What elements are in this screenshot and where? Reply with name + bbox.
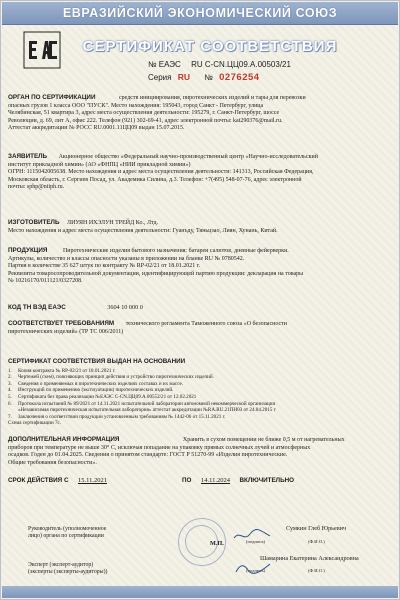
registration-line [148,60,291,69]
applicant-line1: Акционерное общество «Федеральный научно-производственный центр «Научно-исследовательский [58,154,318,160]
conformity-line1: технического регламента Таможенного союза «О безопасности [125,321,287,327]
footer-band [2,586,398,598]
additional-line3: осадков. Годен до 01.04.2025. Сведения о принятом стандарте: ГОСТ Р 51270-99 «Изделия пиротехнические. [8,452,288,459]
basis-item-number: 7. [8,413,12,420]
product-line4: Реквизиты товаросопроводительной документации, идентифицирующей партию продукции: декларация на товары [8,270,304,277]
code-value: 3604 10 000 0 [107,304,143,311]
registration-number: RU С-CN.ЦЦ09.А.00503/21 [191,60,291,69]
basis-item-number: 1. [8,367,12,374]
series-label: Серия [148,73,172,82]
round-stamp-mark [178,518,226,566]
additional-line2: приборов при температуре не выше 30° С, исключая попадание на упаковку прямых солнечных лучей и атмосферных [8,444,311,451]
applicant-line4: Московская область, г. Сергиев Посад, ул. Академика Силина, д.3. Телефон: +7(495) 548-07-76, адрес электронной [8,176,302,183]
basis-item-text: Протокола испытаний № 89/2021 от 14.11.2021 испытательной лаборатории автономной некоммерческой организации [18,400,276,407]
head-title-line1: Руководитель (уполномоченное [28,526,107,532]
head-caption-fio: (Ф.И.О.) [308,539,325,544]
basis-list-item [8,393,392,401]
basis-item-text: «Независимая пиротехническая испытательная лаборатория» аттестат аккредитации №RA.RU.21ПН03 от 24.04.2015 г [18,407,276,414]
basis-item-text: Сведения о применяемых в пиротехнических изделиях составах и их массе. [18,380,183,387]
additional-line1: Хранить в сухом помещении не ближе 0,5 м от нагревательных [182,437,345,443]
series-number: 0276254 [219,72,260,83]
expert-signature-mark [234,560,272,576]
expert-caption-sign: (подпись) [246,568,266,573]
expert-name: Шамарина Екатерина Александровна [260,555,359,562]
head-name: Сумкин Глеб Юрьевич [286,525,347,532]
applicant-section [8,153,392,192]
product-line1: Пиротехнические изделия бытового назначения: батареи салютов, дневные фейерверки. [62,248,289,254]
series-line [148,72,260,83]
head-caption-sign: (подпись) [246,539,266,544]
manufacturer-line2: Место нахождения и адрес места осуществления деятельности: Гуанъду, Тяньцзао, Лиян, Хунань, Китай. [8,227,278,234]
manufacturer-label: ИЗГОТОВИТЕЛЬ [8,219,60,226]
basis-item-text: Чертежей (схем), поясняющих принцип действия и устройство пиротехнических изделий. [18,374,214,381]
basis-item-number: 3. [8,380,12,387]
basis-label: СЕРТИФИКАТ СООТВЕТСТВИЯ ВЫДАН НА ОСНОВАНИИ [8,358,186,365]
organ-line5: Аттестат аккредитации № РОСС RU.0001.11ЦЦ09 выдан 15.07.2015. [8,125,185,132]
series-value: RU [177,72,190,82]
eac-logo [22,30,62,70]
organ-label: ОРГАН ПО СЕРТИФИКАЦИИ [8,94,96,101]
code-section [8,304,392,313]
basis-item-number: 5. [8,393,12,400]
valid-to-label: ПО [182,477,192,484]
basis-item-text: Инструкций по применению (эксплуатации) пиротехнических изделий. [18,387,174,394]
basis-list-item [18,407,392,414]
basis-item-number: 2. [8,374,12,381]
additional-section [8,436,392,467]
basis-item-text: Копия контракта № RP-02/21 от 18.01.2021 г. [18,367,116,374]
basis-item-number: 4. [8,387,12,394]
valid-from-label: СРОК ДЕЙСТВИЯ С [8,477,69,484]
product-line2: Артикулы, количество и классы опасности указаны в приложении на бланке RU № 0780542. [8,255,245,262]
applicant-line5: почты: sphp@niiph.ru. [8,184,65,191]
basis-item-number: 6. [8,400,12,407]
applicant-label: ЗАЯВИТЕЛЬ [8,153,48,160]
union-title: ЕВРАЗИЙСКИЙ ЭКОНОМИЧЕСКИЙ СОЮЗ [62,6,338,20]
stamp-place-label: М.П. [210,540,224,547]
basis-section [8,358,392,428]
basis-list-item [8,413,392,421]
basis-list-item [8,374,392,381]
inclusive-label: ВКЛЮЧИТЕЛЬНО [239,477,295,484]
conformity-line2: пиротехнических изделий» (ТР ТС 006/2011) [8,328,124,335]
code-label: КОД ТН ВЭД ЕАЭС [8,304,66,311]
conformity-section [8,320,392,336]
basis-list-item [8,387,392,394]
additional-line4: Общие требования безопасности». [8,459,97,466]
manufacturer-section [8,219,392,235]
basis-item-text: Сертификата без права реализации №ЕАЭС С-CN.ЦЦ09.А.00552/21 от 12.02.2021 [18,393,197,400]
product-line3: Партия в количестве 35 627 штук по контракту № RP-02/21 от 18.01.2021 г. [8,263,201,270]
organ-line3: Челябинская, 51 квартира 3, адрес места осуществления деятельности: 195279, г. Санкт-Петербург, шоссе [8,110,280,117]
basis-list [8,368,392,421]
certificate-title: СЕРТИФИКАТ СООТВЕТСТВИЯ [82,38,338,55]
head-title-line2: лицо) органа по сертификации [28,532,104,539]
registration-label: № ЕАЭС [148,60,181,69]
product-line5: № 10216170/011121/0327208. [8,278,83,285]
organ-section [8,94,392,133]
expert-title-line2: (эксперты (эксперты-аудиторы)) [28,568,108,575]
expert-title-line1: Эксперт (эксперт-аудитор) [28,562,94,568]
expert-caption-fio: (Ф.И.О.) [308,568,325,573]
organ-line4: Революции, д. 69, лит А, офис 222. Телефон (921) 302-69-41, адрес электронной почты: kat290376@mail.ru. [8,117,283,124]
applicant-line3: ОГРН: 1115042005638. Место нахождения и адрес места осуществления деятельности: 141313, Российская Федерация, [8,169,314,176]
product-label: ПРОДУКЦИЯ [8,247,48,254]
conformity-label: СООТВЕТСТВУЕТ ТРЕБОВАНИЯМ [8,320,115,327]
applicant-line2: институт прикладной химии» (АО «ФНПЦ «НИИ прикладной химии») [8,161,191,168]
validity-section [8,477,392,486]
product-section [8,247,392,286]
organ-line2: опасных грузов 1 класса ООО "ПУСК". Место нахождения: 195043, город Санкт - Петербург, улица [8,102,264,109]
organ-line1: средств инициирования, пиротехнических изделий и тары для перевозки [118,95,306,101]
basis-scheme: Схема сертификации 7с. [8,420,62,427]
manufacturer-line1: ЛИУЯН ИХЭЛУН ТРЕЙД Ко., Лтд. [67,220,159,226]
valid-from-value: 15.11.2021 [78,477,108,484]
series-no-label: № [204,73,213,82]
header-band [2,2,398,25]
head-signature-mark [232,528,272,542]
additional-label: ДОПОЛНИТЕЛЬНАЯ ИНФОРМАЦИЯ [8,436,120,443]
basis-item-text: Заключения о соответствии продукции установленным требованиям № 1442-06 от 15.11.2021 г. [18,413,226,420]
valid-to-value: 14.11.2024 [200,477,230,484]
